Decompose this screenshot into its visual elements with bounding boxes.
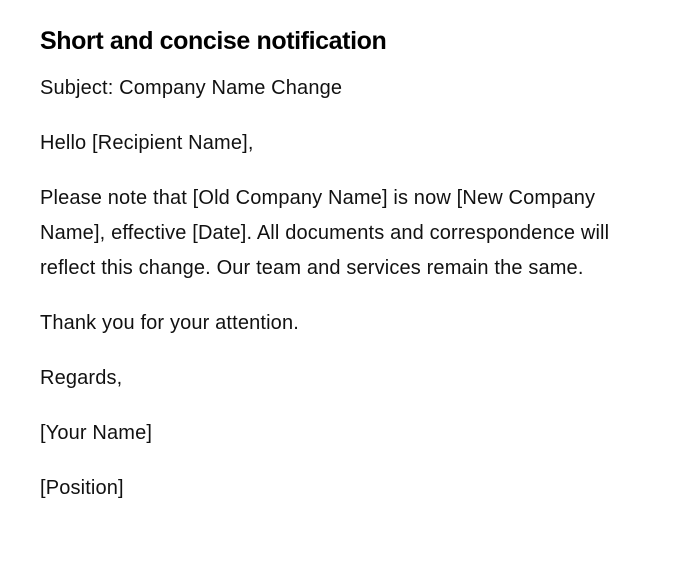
- subject-line: Subject: Company Name Change: [40, 77, 343, 99]
- closing-line: Regards,: [40, 367, 123, 389]
- document-title: Short and concise notification: [40, 27, 387, 55]
- notification-document: [40, 24, 640, 526]
- thanks-line: Thank you for your attention.: [40, 312, 299, 334]
- body-paragraph: Please note that [Old Company Name] is now [New Company Name], effective [Date]. All documents and correspondence will reflect this change. Our team and services remain the same.: [40, 187, 610, 279]
- greeting-line: Hello [Recipient Name],: [40, 132, 254, 154]
- signature-name: [Your Name]: [40, 422, 153, 444]
- signature-position: [Position]: [40, 477, 124, 499]
